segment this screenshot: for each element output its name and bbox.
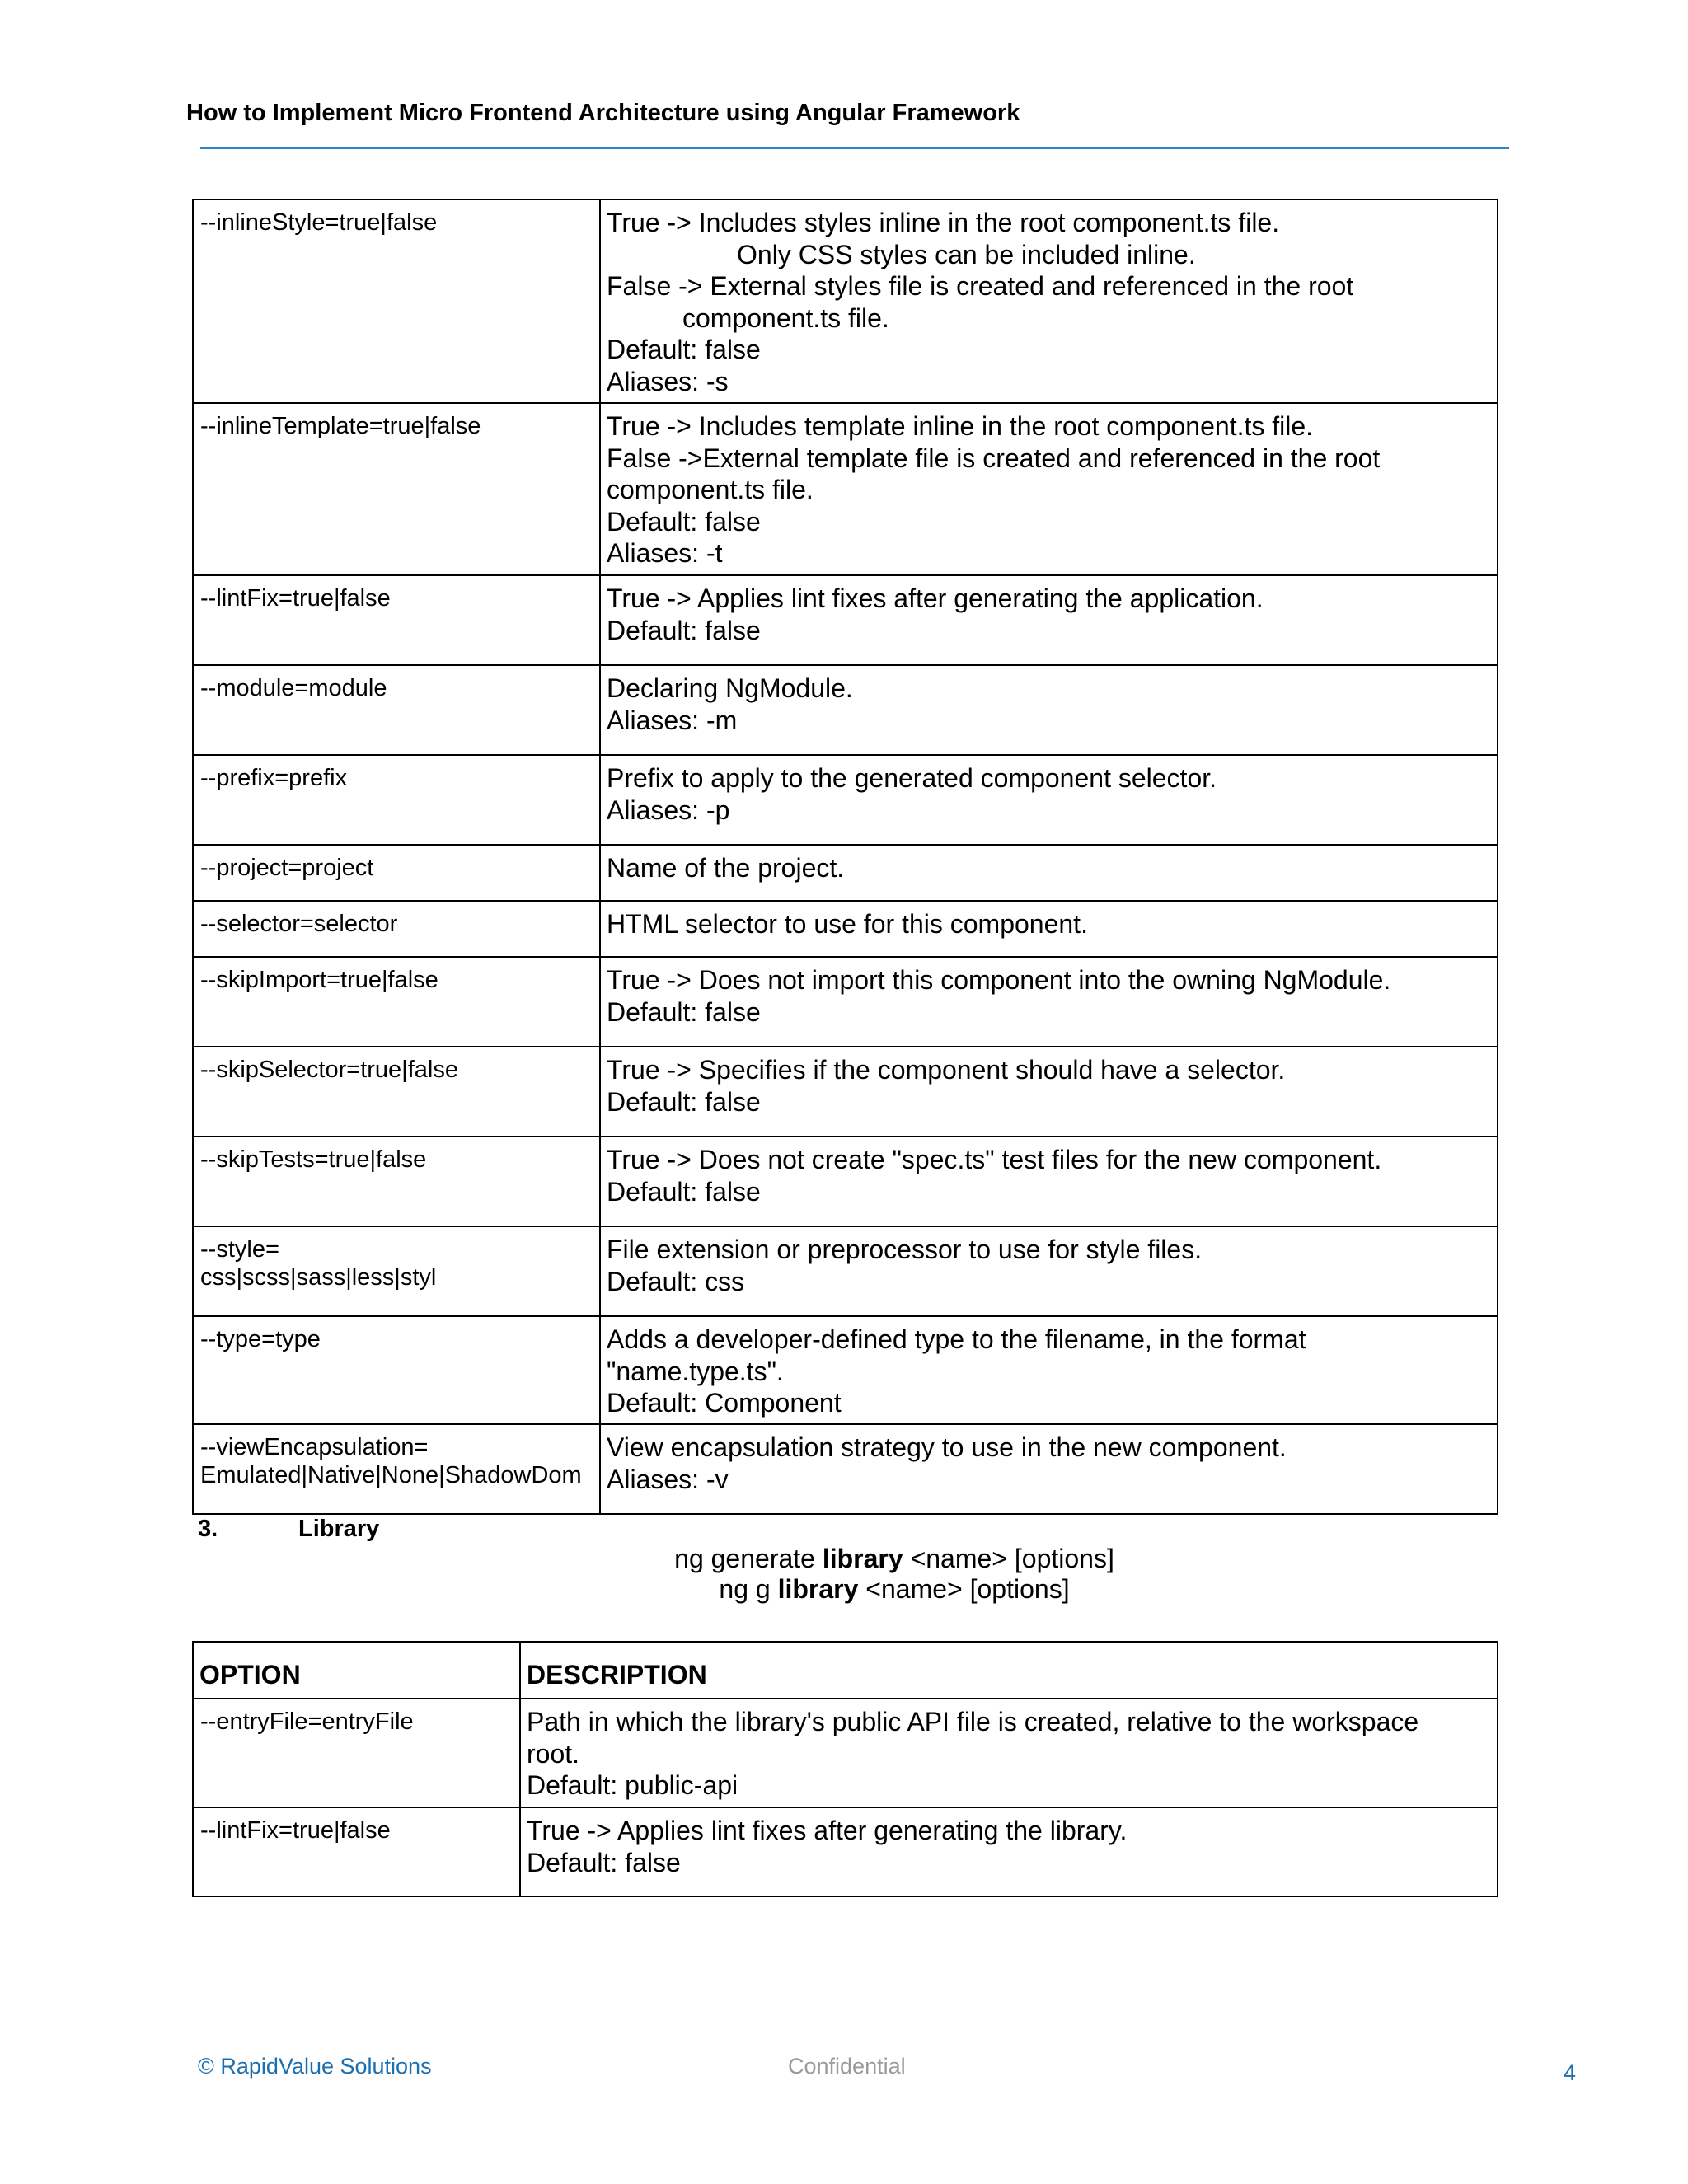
table-row bbox=[193, 1137, 1498, 1226]
document-title: How to Implement Micro Frontend Architecture using Angular Framework bbox=[186, 100, 1020, 126]
table-row bbox=[193, 1316, 1498, 1424]
option-name: --lintFix=true|false bbox=[193, 1807, 520, 1896]
option-description: Path in which the library's public API file is created, relative to the workspace root. Default: public-api bbox=[520, 1699, 1498, 1807]
option-description: True -> Specifies if the component should have a selector. Default: false bbox=[600, 1047, 1498, 1137]
option-name: --inlineStyle=true|false bbox=[193, 199, 600, 403]
column-header-description: DESCRIPTION bbox=[520, 1642, 1498, 1699]
option-name: --entryFile=entryFile bbox=[193, 1699, 520, 1807]
option-name: --module=module bbox=[193, 665, 600, 755]
table-row bbox=[193, 1807, 1498, 1896]
table-row bbox=[193, 901, 1498, 957]
table-row bbox=[193, 199, 1498, 403]
option-description: True -> Includes styles inline in the root component.ts file. Only CSS styles can be included inline. False -> External styles file is created and referenced in the root component.ts file. Default: false Aliases: -s bbox=[600, 199, 1498, 403]
option-name: --prefix=prefix bbox=[193, 755, 600, 845]
option-description: View encapsulation strategy to use in the new component. Aliases: -v bbox=[600, 1424, 1498, 1514]
option-name: --lintFix=true|false bbox=[193, 575, 600, 665]
option-name: --style= css|scss|sass|less|styl bbox=[193, 1226, 600, 1316]
footer-copyright: © RapidValue Solutions bbox=[198, 2054, 432, 2079]
library-options-table bbox=[192, 1641, 1498, 1897]
option-description: True -> Applies lint fixes after generating the library. Default: false bbox=[520, 1807, 1498, 1896]
command-line: ng generate library <name> [options] bbox=[674, 1544, 1114, 1573]
footer-confidential: Confidential bbox=[788, 2054, 906, 2079]
column-header-option: OPTION bbox=[193, 1642, 520, 1699]
option-description: File extension or preprocessor to use for style files. Default: css bbox=[600, 1226, 1498, 1316]
option-name: --type=type bbox=[193, 1316, 600, 1424]
option-description: True -> Includes template inline in the root component.ts file. False ->External template file is created and referenced in the root component.ts file. Default: false Aliases: -t bbox=[600, 403, 1498, 575]
option-name: --skipSelector=true|false bbox=[193, 1047, 600, 1137]
component-options-table bbox=[192, 199, 1498, 1515]
table-row bbox=[193, 575, 1498, 665]
option-description: Name of the project. bbox=[600, 845, 1498, 901]
table-row bbox=[193, 845, 1498, 901]
table-header-row bbox=[193, 1642, 1498, 1699]
table-row bbox=[193, 1226, 1498, 1316]
option-description: HTML selector to use for this component. bbox=[600, 901, 1498, 957]
table-row bbox=[193, 665, 1498, 755]
table-row bbox=[193, 755, 1498, 845]
option-description: Adds a developer-defined type to the filename, in the format "name.type.ts". Default: Component bbox=[600, 1316, 1498, 1424]
option-name: --skipImport=true|false bbox=[193, 957, 600, 1047]
option-name: --selector=selector bbox=[193, 901, 600, 957]
option-description: True -> Does not create "spec.ts" test files for the new component. Default: false bbox=[600, 1137, 1498, 1226]
option-name: --viewEncapsulation= Emulated|Native|None|ShadowDom bbox=[193, 1424, 600, 1514]
table-row bbox=[193, 1047, 1498, 1137]
option-description: Prefix to apply to the generated component selector. Aliases: -p bbox=[600, 755, 1498, 845]
section-number: 3. bbox=[198, 1516, 218, 1542]
table-row bbox=[193, 1424, 1498, 1514]
option-description: True -> Does not import this component into the owning NgModule. Default: false bbox=[600, 957, 1498, 1047]
table-row bbox=[193, 957, 1498, 1047]
command-line: ng g library <name> [options] bbox=[719, 1574, 1070, 1604]
table-row bbox=[193, 1699, 1498, 1807]
option-description: True -> Applies lint fixes after generating the application. Default: false bbox=[600, 575, 1498, 665]
option-name: --project=project bbox=[193, 845, 600, 901]
table-row bbox=[193, 403, 1498, 575]
option-description: Declaring NgModule. Aliases: -m bbox=[600, 665, 1498, 755]
option-name: --skipTests=true|false bbox=[193, 1137, 600, 1226]
option-name: --inlineTemplate=true|false bbox=[193, 403, 600, 575]
section-title: Library bbox=[298, 1516, 380, 1542]
header-divider bbox=[200, 147, 1509, 149]
page-number: 4 bbox=[1564, 2060, 1577, 2085]
